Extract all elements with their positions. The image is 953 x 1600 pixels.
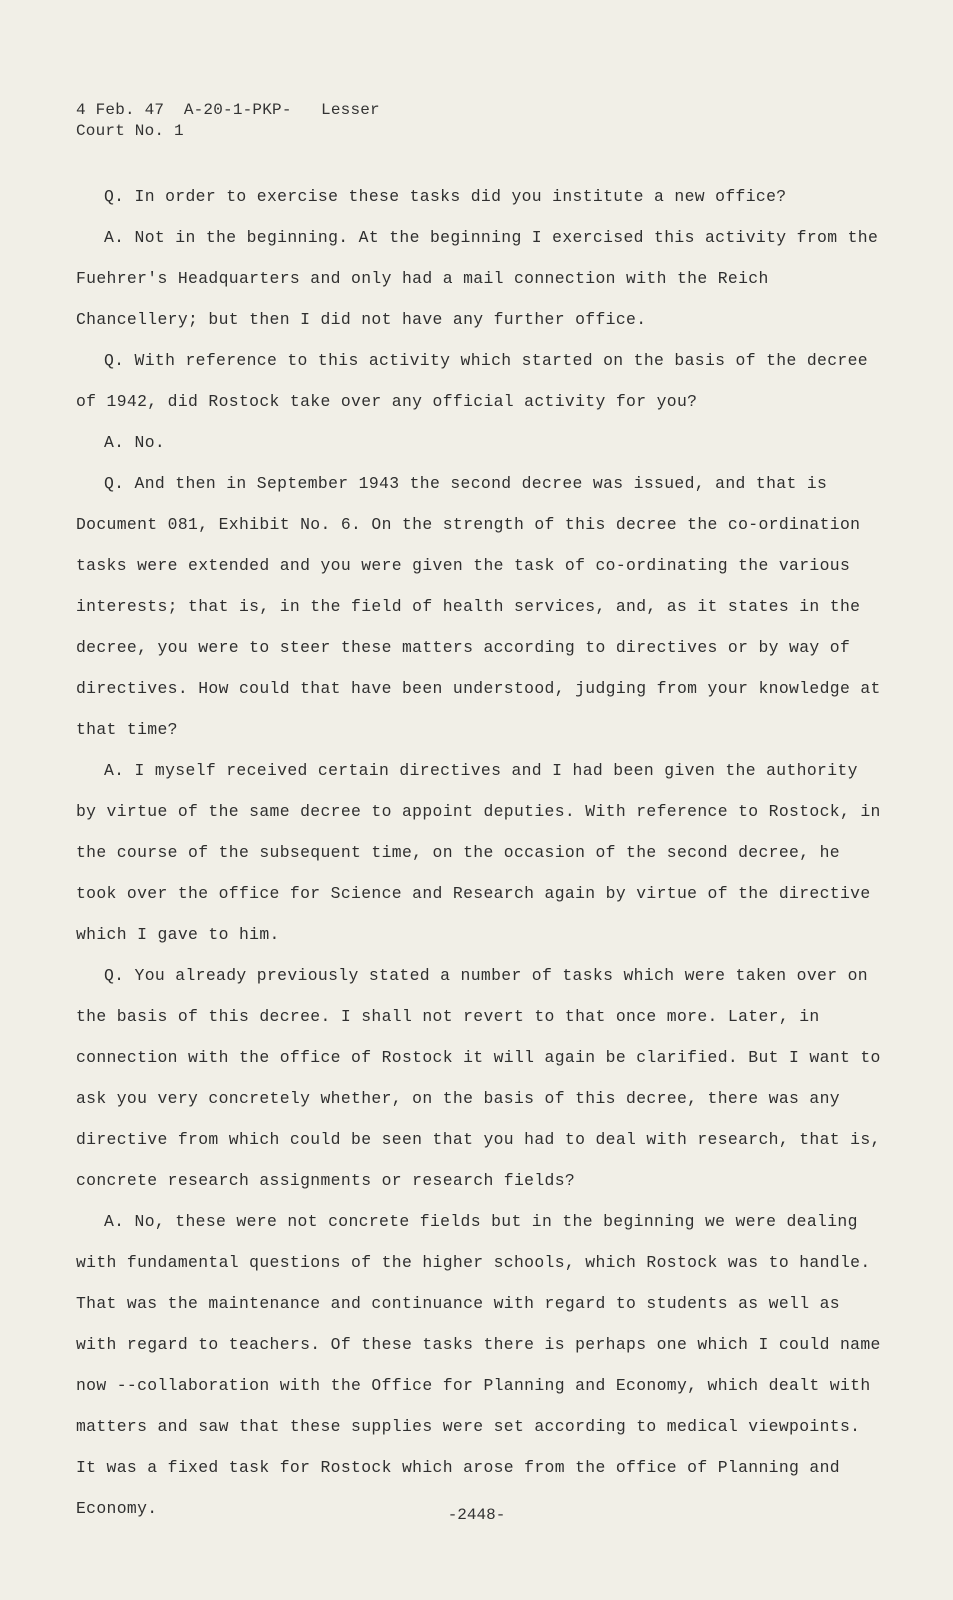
header-date-code: 4 Feb. 47 A-20-1-PKP- Lesser (76, 101, 380, 119)
header-court: Court No. 1 (76, 122, 184, 140)
paragraph-q2: Q. With reference to this activity which started on the basis of the decree of 1942, did Rostock take over any official activity for you? (76, 351, 868, 411)
page-number: -2448- (447, 1506, 506, 1524)
paragraph-a1: A. Not in the beginning. At the beginning I exercised this activity from the Fuehrer's Headquarters and only had a mail connection with the Reich Chancellery; but then I did not have any further office. (76, 228, 879, 329)
paragraph-a4: A. No, these were not concrete fields but in the beginning we were dealing with fundamental questions of the higher schools, which Rostock was to handle. That was the maintenance and continuance with regard to students as well as with regard to teachers. Of these tasks there is perhaps one which I could name now --collaboration with the Office for Planning and Economy, which dealt with matters and saw that these supplies were set according to medical viewpoints. It was a fixed task for Rostock which arose from the office of Planning and Economy. (76, 1212, 881, 1518)
document-header (76, 100, 380, 142)
paragraph-a3: A. I myself received certain directives and I had been given the authority by virtue of the same decree to appoint deputies. With reference to Rostock, in the course of the subsequent time, on the occasion of the second decree, he took over the office for Science and Research again by virtue of the directive which I gave to him. (76, 761, 881, 944)
paragraph-q1: Q. In order to exercise these tasks did you institute a new office? (104, 187, 787, 206)
transcript-body (76, 176, 886, 1529)
paragraph-q3: Q. And then in September 1943 the second decree was issued, and that is Document 081, Exhibit No. 6. On the strength of this decree the co-ordination tasks were extended and you were given the task of co-ordinating the various interests; that is, in the field of health services, and, as it states in the decree, you were to steer these matters according to directives or by way of directives. How could that have been understood, judging from your knowledge at that time? (76, 474, 881, 739)
paragraph-q4: Q. You already previously stated a number of tasks which were taken over on the basis of this decree. I shall not revert to that once more. Later, in connection with the office of Rostock it will again be clarified. But I want to ask you very concretely whether, on the basis of this decree, there was any directive from which could be seen that you had to deal with research, that is, concrete research assignments or research fields? (76, 966, 881, 1190)
paragraph-a2: A. No. (104, 433, 166, 452)
